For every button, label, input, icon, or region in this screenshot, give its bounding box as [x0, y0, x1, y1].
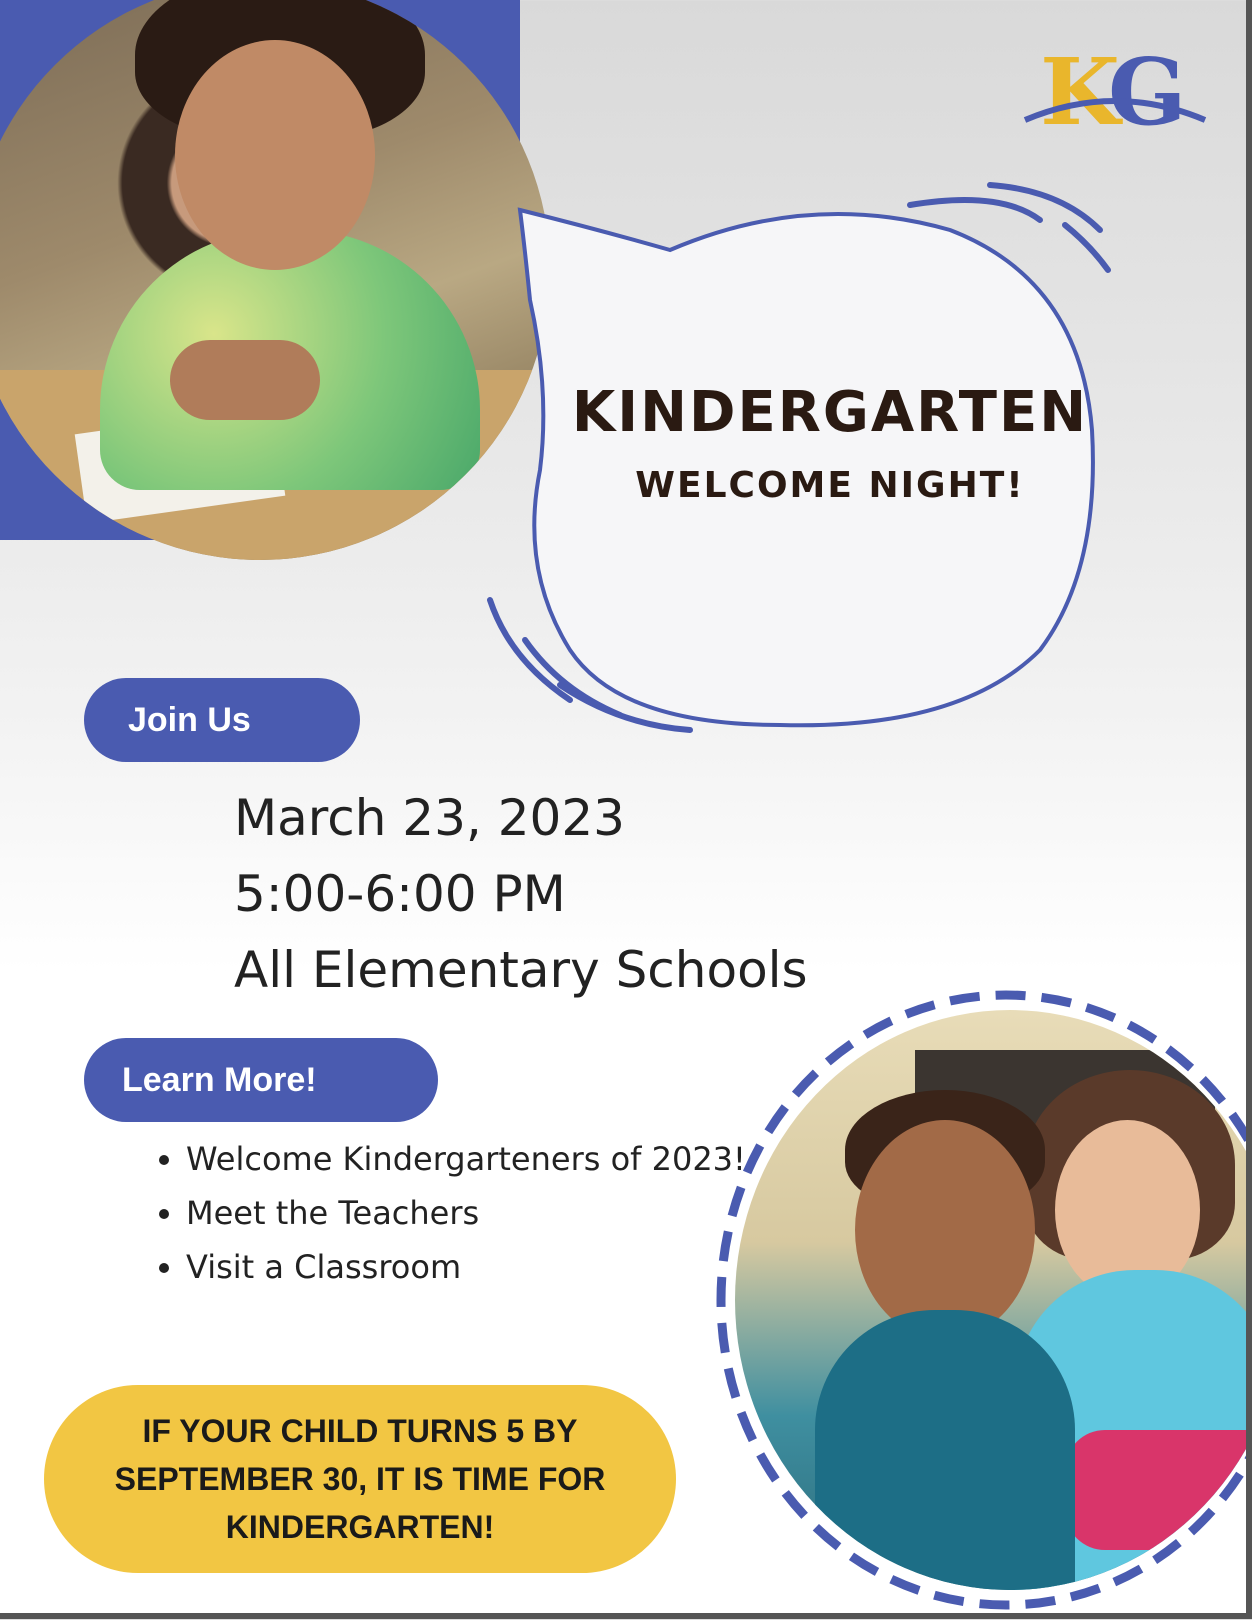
learn-more-label: Learn More! [84, 1038, 438, 1122]
district-logo [1020, 38, 1210, 148]
logo-letter-k: K [1040, 38, 1108, 146]
list-item: • Welcome Kindergarteners of 2023! [186, 1140, 766, 1178]
list-item: • Visit a Classroom [186, 1248, 766, 1286]
logo-arc-icon [1020, 88, 1210, 128]
dashed-ring-icon [706, 980, 1252, 1620]
photo-face [175, 40, 375, 270]
learn-more-list [150, 1140, 766, 1302]
event-time: 5:00-6:00 PM [234, 865, 566, 923]
headline-title: KINDERGARTEN [571, 380, 1089, 445]
event-details [234, 780, 808, 1008]
eligibility-text: IF YOUR CHILD TURNS 5 BY SEPTEMBER 30, IT IS TIME FOR KINDERGARTEN! [114, 1413, 606, 1545]
event-location: All Elementary Schools [234, 941, 808, 999]
speech-bubble-icon [480, 170, 1140, 750]
eligibility-callout [44, 1385, 676, 1573]
logo-letter-g: G [1107, 38, 1175, 146]
event-date: March 23, 2023 [234, 789, 625, 847]
join-us-label: Join Us [84, 678, 360, 762]
headline-subtitle: WELCOME NIGHT! [635, 465, 1025, 506]
list-item: • Meet the Teachers [186, 1194, 766, 1232]
child-writing-photo [0, 0, 550, 560]
photo-arm [170, 340, 320, 420]
page-border-bottom [0, 1613, 1252, 1619]
page-border-right [1246, 0, 1252, 1619]
